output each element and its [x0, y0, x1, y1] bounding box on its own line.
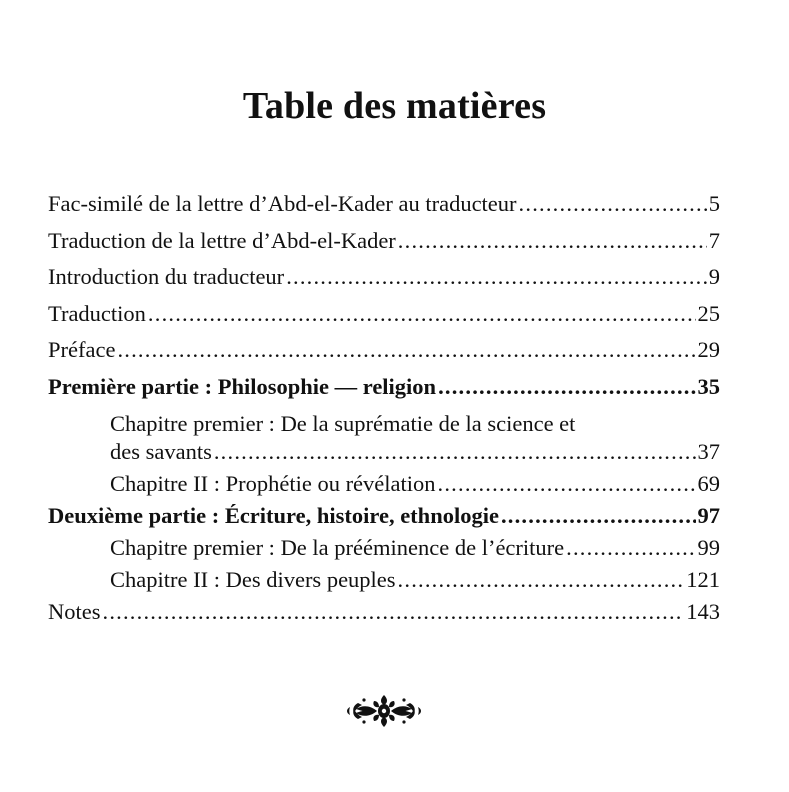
toc-entry-page: 29 [697, 337, 720, 363]
dot-leader [214, 438, 696, 466]
dot-leader [148, 300, 696, 328]
floral-fleuron-icon [344, 691, 424, 731]
page-title: Table des matières [242, 85, 547, 127]
toc-entry-part-one [48, 373, 720, 401]
dot-leader [566, 534, 695, 562]
toc-entry-page: 37 [697, 438, 720, 464]
dot-leader [286, 263, 707, 291]
toc-entry-page: 9 [708, 264, 720, 290]
toc-entry-page: 143 [686, 598, 720, 624]
dot-leader [398, 566, 685, 594]
toc-entry-traduction [48, 300, 720, 328]
toc-entry-label: Deuxième partie : Écriture, histoire, ethnologie [48, 502, 499, 528]
toc-entry-label: Chapitre premier : De la prééminence de l’écriture [110, 534, 565, 560]
toc-entry-page: 99 [697, 534, 720, 560]
toc-entry-page: 35 [697, 373, 720, 399]
table-of-contents [48, 190, 720, 626]
dot-leader [501, 502, 696, 530]
toc-entry-chapter-ecriture [48, 534, 720, 562]
toc-entry-label: Introduction du traducteur [48, 264, 285, 290]
toc-entry-label: Notes [48, 598, 101, 624]
toc-entry-label: des savants [110, 438, 212, 464]
toc-entry-label: Chapitre II : Des divers peuples [110, 566, 396, 592]
toc-entry-label: Première partie : Philosophie — religion [48, 373, 437, 399]
toc-entry-facsimile [48, 190, 720, 218]
toc-entry-chapter-peuples [48, 566, 720, 594]
toc-entry-label: Préface [48, 337, 116, 363]
toc-entry-label: Fac-similé de la lettre d’Abd-el-Kader au traducteur [48, 191, 517, 216]
dot-leader [438, 470, 696, 498]
toc-entry-chapter-science [48, 410, 720, 466]
toc-entry-page: 97 [697, 502, 720, 528]
toc-entry-notes [48, 598, 720, 626]
toc-entry-label: Traduction [48, 300, 146, 326]
toc-entry-part-two [48, 502, 720, 530]
toc-entry-page: 5 [708, 191, 720, 216]
toc-entry-page: 7 [708, 227, 720, 253]
dot-leader [438, 373, 695, 401]
toc-entry-page: 121 [686, 566, 720, 592]
toc-entry-label: Traduction de la lettre d’Abd-el-Kader [48, 227, 396, 253]
toc-entry-introduction [48, 263, 720, 291]
toc-entry-page: 25 [697, 300, 720, 326]
toc-entry-label-line1: Chapitre premier : De la suprématie de la science et [110, 410, 576, 436]
toc-entry-preface [48, 336, 720, 364]
dot-leader [103, 598, 685, 626]
toc-entry-label: Chapitre II : Prophétie ou révélation [110, 470, 436, 496]
dot-leader [519, 190, 707, 218]
toc-entry-traduction-lettre [48, 227, 720, 255]
dot-leader [398, 227, 707, 255]
toc-entry-page: 69 [697, 470, 720, 496]
toc-entry-line2 [110, 438, 720, 466]
dot-leader [117, 336, 695, 364]
toc-entry-chapter-prophetie [48, 470, 720, 498]
